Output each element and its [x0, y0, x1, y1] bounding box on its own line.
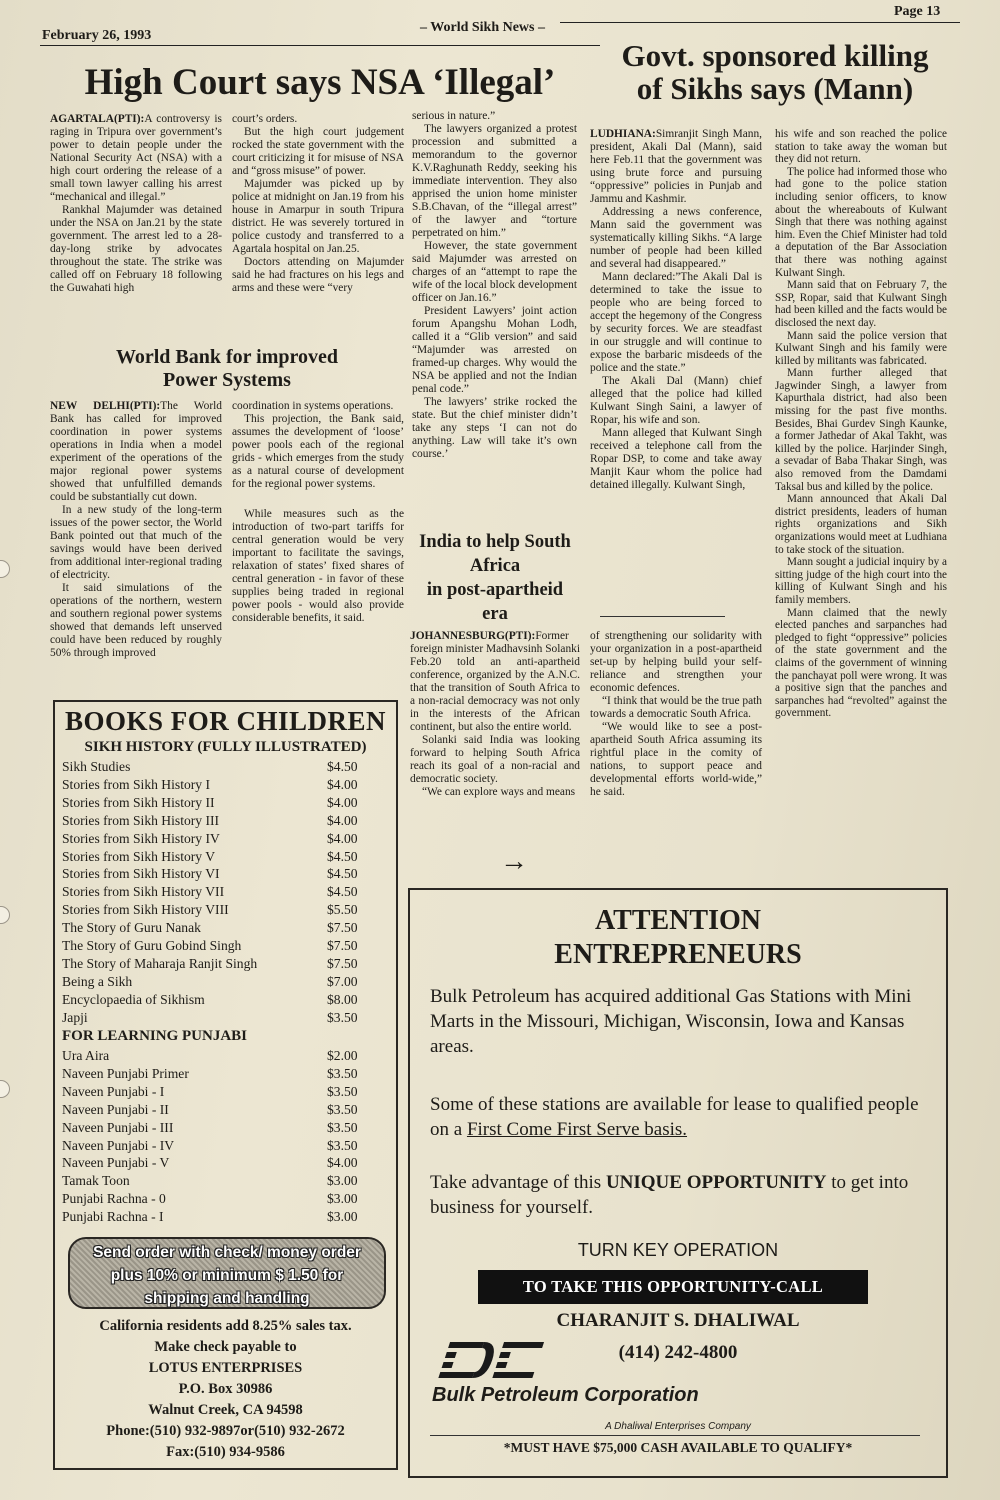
southafrica-dateline: JOHANNESBURG(PTI):: [410, 630, 536, 642]
nsa-paragraph: The lawyers organized a protest procession and submitted a memorandum to the governor K.V.Raghunath Reddy, seeking his immediate intervention. They also apprised the union home minister S.B.Chavan, of the “illegal arrest” of the lawyer and “torture perpetrated on him.”: [412, 123, 577, 239]
book-price: $5.50: [327, 902, 358, 918]
books-ad-title: BOOKS FOR CHILDREN: [64, 706, 387, 736]
dc-logo-icon: [430, 1336, 550, 1386]
book-title: Naveen Punjabi - II: [62, 1101, 169, 1117]
book-list-item: [62, 901, 392, 919]
book-list-item: [62, 1119, 392, 1137]
southafrica-headline-line: in post-apartheid: [426, 580, 564, 600]
southafrica-paragraph: Solanki said India was looking forward to helping South Africa reach its goal of a non-racial and democratic society.: [410, 734, 580, 785]
book-price: $4.50: [327, 848, 358, 864]
mann-paragraph: Mann said the police version that Kulwant Singh and his family were killed by militants was fabricated.: [775, 329, 947, 367]
book-price: $4.00: [327, 1155, 358, 1171]
mann-dateline: LUDHIANA:: [590, 128, 656, 140]
book-title: Stories from Sikh History VII: [62, 884, 225, 900]
book-price: $4.00: [327, 776, 358, 792]
book-title: Punjabi Rachna - I: [62, 1209, 164, 1225]
city-address: Walnut Creek, CA 94598: [148, 1402, 303, 1418]
header-rule-right: [560, 22, 960, 23]
ad-bold-text: UNIQUE OPPORTUNITY: [605, 1172, 827, 1193]
book-list-item: [62, 812, 392, 830]
ad-title-line: ATTENTION: [595, 905, 761, 936]
nsa-paragraph: serious in nature.”: [412, 110, 496, 122]
cash-requirement: *MUST HAVE $75,000 CASH AVAILABLE TO QUALIFY*: [503, 1440, 853, 1455]
nsa-headline: High Court says NSA ‘Illegal’: [84, 62, 556, 103]
book-title: Naveen Punjabi - V: [62, 1155, 170, 1171]
worldbank-headline-line: World Bank for improved: [115, 346, 339, 368]
book-price: $4.00: [327, 830, 358, 846]
worldbank-paragraph: In a new study of the long-term issues of the power sector, the World Bank pointed out that much of the savings would have been derived from additional inter-regional trading of electricity.: [50, 504, 222, 581]
book-title: The Story of Guru Nanak: [62, 920, 201, 936]
nsa-paragraph: court’s orders.: [232, 113, 298, 125]
binder-hole: [0, 906, 10, 924]
petroleum-ad-para-1: Bulk Petroleum has acquired additional Gas Stations with Mini Marts in the Missouri, Michigan, Wisconsin, Iowa and Kansas areas.: [430, 986, 912, 1057]
book-price: $4.00: [327, 794, 358, 810]
call-bar: TO TAKE THIS OPPORTUNITY-CALL: [478, 1270, 868, 1304]
book-price: $3.00: [327, 1173, 358, 1189]
mann-paragraph: Mann declared:”The Akali Dal is determined to take the issue to people who are being forced to accept the hegemony of the Congress by security forces. We are steadfast in our struggle and will continue to expose the barbaric misdeeds of the police and the state.”: [590, 271, 762, 374]
binder-hole: [0, 560, 10, 578]
tax-note: California residents add 8.25% sales tax.: [99, 1318, 352, 1334]
book-list-item: [62, 794, 392, 812]
book-list-item: [62, 776, 392, 794]
southafrica-paragraph: “I think that would be the true path towards a democratic South Africa.: [590, 695, 762, 720]
book-title: Stories from Sikh History I: [62, 776, 211, 792]
company-name: LOTUS ENTERPRISES: [148, 1360, 303, 1376]
book-title: The Story of Maharaja Ranjit Singh: [62, 955, 258, 971]
bulk-petroleum-logo: [430, 1336, 550, 1386]
book-price: $3.50: [327, 1137, 358, 1153]
punjabi-heading: FOR LEARNING PUNJABI: [62, 1028, 248, 1044]
book-price: $3.50: [327, 1119, 358, 1135]
mann-paragraph: Mann said that on February 7, the SSP, Ropar, said that Kulwant Singh had been killed and the facts would be disclosed the next day.: [775, 279, 947, 329]
mann-paragraph: his wife and son reached the police station to take away the woman but they did not return.: [775, 128, 947, 166]
nsa-column-3: [412, 110, 577, 461]
book-title: Naveen Punjabi - III: [62, 1119, 174, 1135]
ad-underlined-text: First Come First Serve basis.: [466, 1119, 688, 1140]
punjabi-book-list: [62, 1047, 392, 1226]
book-list-item: [62, 830, 392, 848]
book-list-item: [62, 865, 392, 883]
book-price: $4.50: [327, 866, 358, 882]
contact-phone: (414) 242-4800: [618, 1342, 738, 1363]
company-tagline: A Dhaliwal Enterprises Company: [605, 1421, 751, 1432]
shipping-line: Send order with check/ money order: [93, 1244, 361, 1261]
southafrica-headline-line: era: [482, 604, 508, 624]
mann-column-1: [590, 128, 762, 492]
worldbank-paragraph: It said simulations of the operations of the northern, western and southern regional power systems showed that demands left unserved could have been reduced by roughly 50% through improved: [50, 582, 222, 659]
book-list-item: [62, 1208, 392, 1226]
nsa-paragraph: However, the state government said Majumder was arrested on charges of an “attempt to rape the wife of the local block development officer on Jan.16.”: [412, 240, 577, 304]
book-list-item: [62, 1047, 392, 1065]
book-list-item: [62, 991, 392, 1009]
turnkey-text: TURN KEY OPERATION: [577, 1240, 779, 1260]
history-book-list: [62, 758, 392, 1027]
book-list-item: [62, 919, 392, 937]
book-title: Sikh Studies: [62, 759, 131, 774]
ad-text: to get into business for yourself.: [430, 1172, 909, 1218]
southafrica-headline-line: India to help South: [419, 532, 571, 552]
shipping-line: shipping and handling: [144, 1290, 310, 1307]
book-list-item: [62, 1190, 392, 1208]
shipping-note: [68, 1237, 386, 1309]
mann-paragraph: Addressing a news conference, Mann said the government was systematically killing Sikhs. “A large number of people had been killed and several had disappeared.”: [590, 206, 762, 270]
mann-column-2: [775, 128, 947, 720]
book-list-item: [62, 1154, 392, 1172]
nsa-paragraph: A controversy is raging in Tripura over government’s power to detain people under the National Security Act (NSA) with a high court ordering the release of a small town lawyer calling his arrest “mechanical and illegal.”: [50, 113, 222, 203]
book-title: Punjabi Rachna - 0: [62, 1191, 166, 1207]
book-title: Naveen Punjabi - I: [62, 1083, 165, 1099]
mann-headline: [590, 40, 960, 105]
contact-name: CHARANJIT S. DHALIWAL: [556, 1310, 800, 1331]
ad-title-line: ENTREPRENEURS: [554, 939, 802, 970]
fax-number: Fax:(510) 934-9586: [166, 1444, 285, 1460]
southafrica-headline-line: Africa: [469, 556, 521, 576]
book-title: Stories from Sikh History III: [62, 812, 220, 828]
book-list-item: [62, 1172, 392, 1190]
mann-headline-line: of Sikhs says (Mann): [636, 70, 914, 106]
book-title: Naveen Punjabi Primer: [62, 1065, 189, 1081]
book-list-item: [62, 758, 392, 776]
book-price: $3.00: [327, 1209, 358, 1225]
petroleum-ad-para-2: [430, 1092, 930, 1142]
publication-name: – World Sikh News –: [420, 20, 545, 35]
mann-paragraph: Mann announced that Akali Dal district presidents, leaders of human rights organizations and Sikh organizations would meet at Ludhiana to take stock of the situation.: [775, 493, 947, 556]
nsa-dateline: AGARTALA(PTI):: [50, 113, 145, 125]
book-list-item: [62, 1101, 392, 1119]
ad-text: Some of these stations are available for lease to qualified people on a: [430, 1094, 919, 1140]
book-price: $3.00: [327, 1191, 358, 1207]
continue-arrow-icon: →: [500, 846, 528, 877]
binder-hole: [0, 1080, 10, 1098]
book-price: $3.50: [327, 1009, 358, 1025]
company-wordmark: Bulk Petroleum Corporation: [432, 1384, 699, 1406]
worldbank-paragraph: The World Bank has called for improved coordination in power systems operations in India when a model experiment of the operations of the major regional power systems showed that unfulfilled demands could be substantially cut down.: [50, 400, 222, 503]
book-list-item: [62, 1137, 392, 1155]
petroleum-ad-title: [410, 904, 946, 972]
page-number: Page 13: [894, 4, 941, 19]
mann-paragraph: The Akali Dal (Mann) chief alleged that the police had killed Kulwant Singh Saini, a lawyer of Ropar, his wife and son.: [590, 375, 762, 426]
book-title: Stories from Sikh History VIII: [62, 902, 229, 918]
book-title: Naveen Punjabi - IV: [62, 1137, 175, 1153]
book-title: Stories from Sikh History IV: [62, 830, 220, 846]
worldbank-headline: [52, 346, 402, 392]
article-divider: [600, 616, 725, 617]
book-list-item: [62, 1009, 392, 1027]
southafrica-column-2: [590, 630, 762, 799]
worldbank-dateline: NEW DELHI(PTI):: [50, 400, 161, 412]
mann-headline-line: Govt. sponsored killing: [621, 38, 929, 73]
book-title: Stories from Sikh History VI: [62, 866, 220, 882]
books-ad-subtitle: SIKH HISTORY (FULLY ILLUSTRATED): [84, 739, 367, 755]
nsa-paragraph: President Lawyers’ joint action forum Apangshu Mohan Lodh, called it a “Glib version” and said “Majumder was arrested on framed-up charges. Why would the NSA be applied and not the Indian penal code.”: [412, 305, 577, 395]
southafrica-paragraph: “We would like to see a post-apartheid South Africa assuming its rightful place in the comity of nations, to support peace and developmental efforts world-wide,” he said.: [590, 721, 762, 798]
book-price: $3.50: [327, 1101, 358, 1117]
book-price: $4.50: [327, 759, 358, 774]
nsa-paragraph: The lawyers’ strike rocked the state. But the chief minister didn’t take any steps ‘I can not do anything. Law will take it’s own course.’: [412, 396, 577, 460]
book-list-item: [62, 937, 392, 955]
mann-paragraph: Mann alleged that Kulwant Singh received a telephone call from the Ropar DSP, to come and take away Manjit Kaur whom the police had detained illegally. Kulwant Singh,: [590, 427, 762, 491]
book-title: Ura Aira: [62, 1048, 110, 1063]
book-title: Being a Sikh: [62, 973, 133, 989]
books-ad-header: [55, 706, 396, 756]
shipping-line: plus 10% or minimum $ 1.50 for: [110, 1267, 344, 1284]
po-box: P.O. Box 30986: [178, 1381, 273, 1397]
mann-paragraph: Mann sought a judicial inquiry by a sitting judge of the high court into the killing of Kulwant Singh and his family members.: [775, 556, 947, 606]
worldbank-paragraph: This projection, the Bank said, assumes the development of ‘loose’ power pools each of the regional grids - which emerges from the study as a natural course of development for the regional power systems.: [232, 413, 404, 490]
book-list-item: [62, 883, 392, 901]
book-price: $8.00: [327, 991, 358, 1007]
nsa-column-1: [50, 113, 222, 295]
books-ad-contact: [55, 1316, 396, 1463]
issue-date: February 26, 1993: [42, 28, 152, 43]
worldbank-paragraph: While measures such as the introduction of two-part tariffs for central generation would be very important to facilitate the savings, relaxation of states’ fixed shares of central generation - in favor of these supplies being traded in regional power pools - would also provide considerable benefits, it said.: [232, 508, 404, 624]
phone-number: Phone:(510) 932-9897or(510) 932-2672: [106, 1423, 345, 1439]
book-list-item: [62, 848, 392, 866]
book-title: The Story of Guru Gobind Singh: [62, 938, 242, 954]
book-title: Stories from Sikh History II: [62, 794, 215, 810]
book-list-item: [62, 973, 392, 991]
worldbank-headline-line: Power Systems: [163, 369, 291, 391]
southafrica-headline: [410, 530, 580, 626]
worldbank-paragraph: coordination in systems operations.: [232, 400, 394, 412]
southafrica-paragraph: “We can explore ways and means: [422, 786, 576, 798]
book-list-item: [62, 1065, 392, 1083]
worldbank-column-2: [232, 400, 404, 625]
book-list-item: [62, 955, 392, 973]
payable-to: Make check payable to: [154, 1339, 297, 1355]
worldbank-column-1: [50, 400, 222, 660]
book-price: $7.00: [327, 973, 358, 989]
southafrica-column-1: [410, 630, 580, 799]
book-list-item: [62, 1083, 392, 1101]
book-price: $7.50: [327, 955, 358, 971]
book-price: $3.50: [327, 1065, 358, 1081]
book-price: $2.00: [327, 1048, 358, 1063]
book-price: $7.50: [327, 920, 358, 936]
mann-paragraph: Mann claimed that the newly elected panches and sarpanches had pledged to fight “oppressive” policies of the state government and the claims of the government of winning the panchayat poll were wrong. It was a positive sign that the panches and sarpanches had “revolted” against the government.: [775, 606, 947, 720]
nsa-paragraph: Doctors attending on Majumder said he had fractures on his legs and arms and these were “very: [232, 256, 404, 294]
book-price: $4.00: [327, 812, 358, 828]
southafrica-paragraph: Former foreign minister Madhavsinh Solanki Feb.20 told an anti-apartheid conference, organized by the A.N.C. that the transition of South Africa to a non-racial democracy was not only in the interests of the African continent, but also the entire world.: [410, 630, 580, 733]
nsa-paragraph: But the high court judgement rocked the state government with the court criticizing it for misuse of NSA and “gross misuse” of power.: [232, 126, 404, 177]
ad-text: Take advantage of this: [430, 1172, 606, 1193]
nsa-paragraph: Rankhal Majumder was detained under the NSA on Jan.21 by the state government. The arrest led to a 28-day-long strike by advocates throughout the state. The strike was called off on February 18 following the Guwahati high: [50, 204, 222, 294]
mann-paragraph: Mann further alleged that Jagwinder Singh, a lawyer from Kapurthala district, had also been missing for the past five months. Besides, Bhai Gurdev Singh Kaunke, a former Jathedar of Akal Takht, was killed by the police. Harjinder Singh, a sevadar of Baba Thakar Singh, was also removed from the Damdami Taksal bus and killed by the police.: [775, 367, 947, 493]
book-title: Tamak Toon: [62, 1173, 130, 1189]
ad-divider: [430, 1435, 920, 1436]
mann-paragraph: Simranjit Singh Mann, president, Akali Dal (Mann), said here Feb.11 that the government was using brute force and pursuing “oppressive” policies in Punjab and Jammu and Kashmir.: [590, 128, 762, 205]
book-price: $7.50: [327, 938, 358, 954]
book-title: Encyclopaedia of Sikhism: [62, 991, 205, 1007]
book-price: $3.50: [327, 1083, 358, 1099]
nsa-paragraph: Majumder was picked up by police at midnight on Jan.19 from his house in Amarpur in south Tripura district. He was severely tortured in police custody and transferred to a Agartala hospital on Jan.25.: [232, 178, 404, 255]
nsa-column-2: [232, 113, 404, 295]
mann-paragraph: The police had informed those who had gone to the police station including senior officers, to know about the whereabouts of Kulwant Singh that there was nothing against him. Even the Chief Minister had told a deputation of the Bar Association that there was nothing against Kulwant Singh.: [775, 165, 947, 279]
petroleum-ad-para-3: [430, 1170, 930, 1220]
book-price: $4.50: [327, 884, 358, 900]
book-title: Stories from Sikh History V: [62, 848, 216, 864]
southafrica-paragraph: of strengthening our solidarity with your organization in a post-apartheid set-up by helping build your self-reliance and strengthen your economic defences.: [590, 630, 762, 694]
book-title: Japji: [62, 1009, 88, 1025]
header-rule-left: [40, 45, 600, 46]
